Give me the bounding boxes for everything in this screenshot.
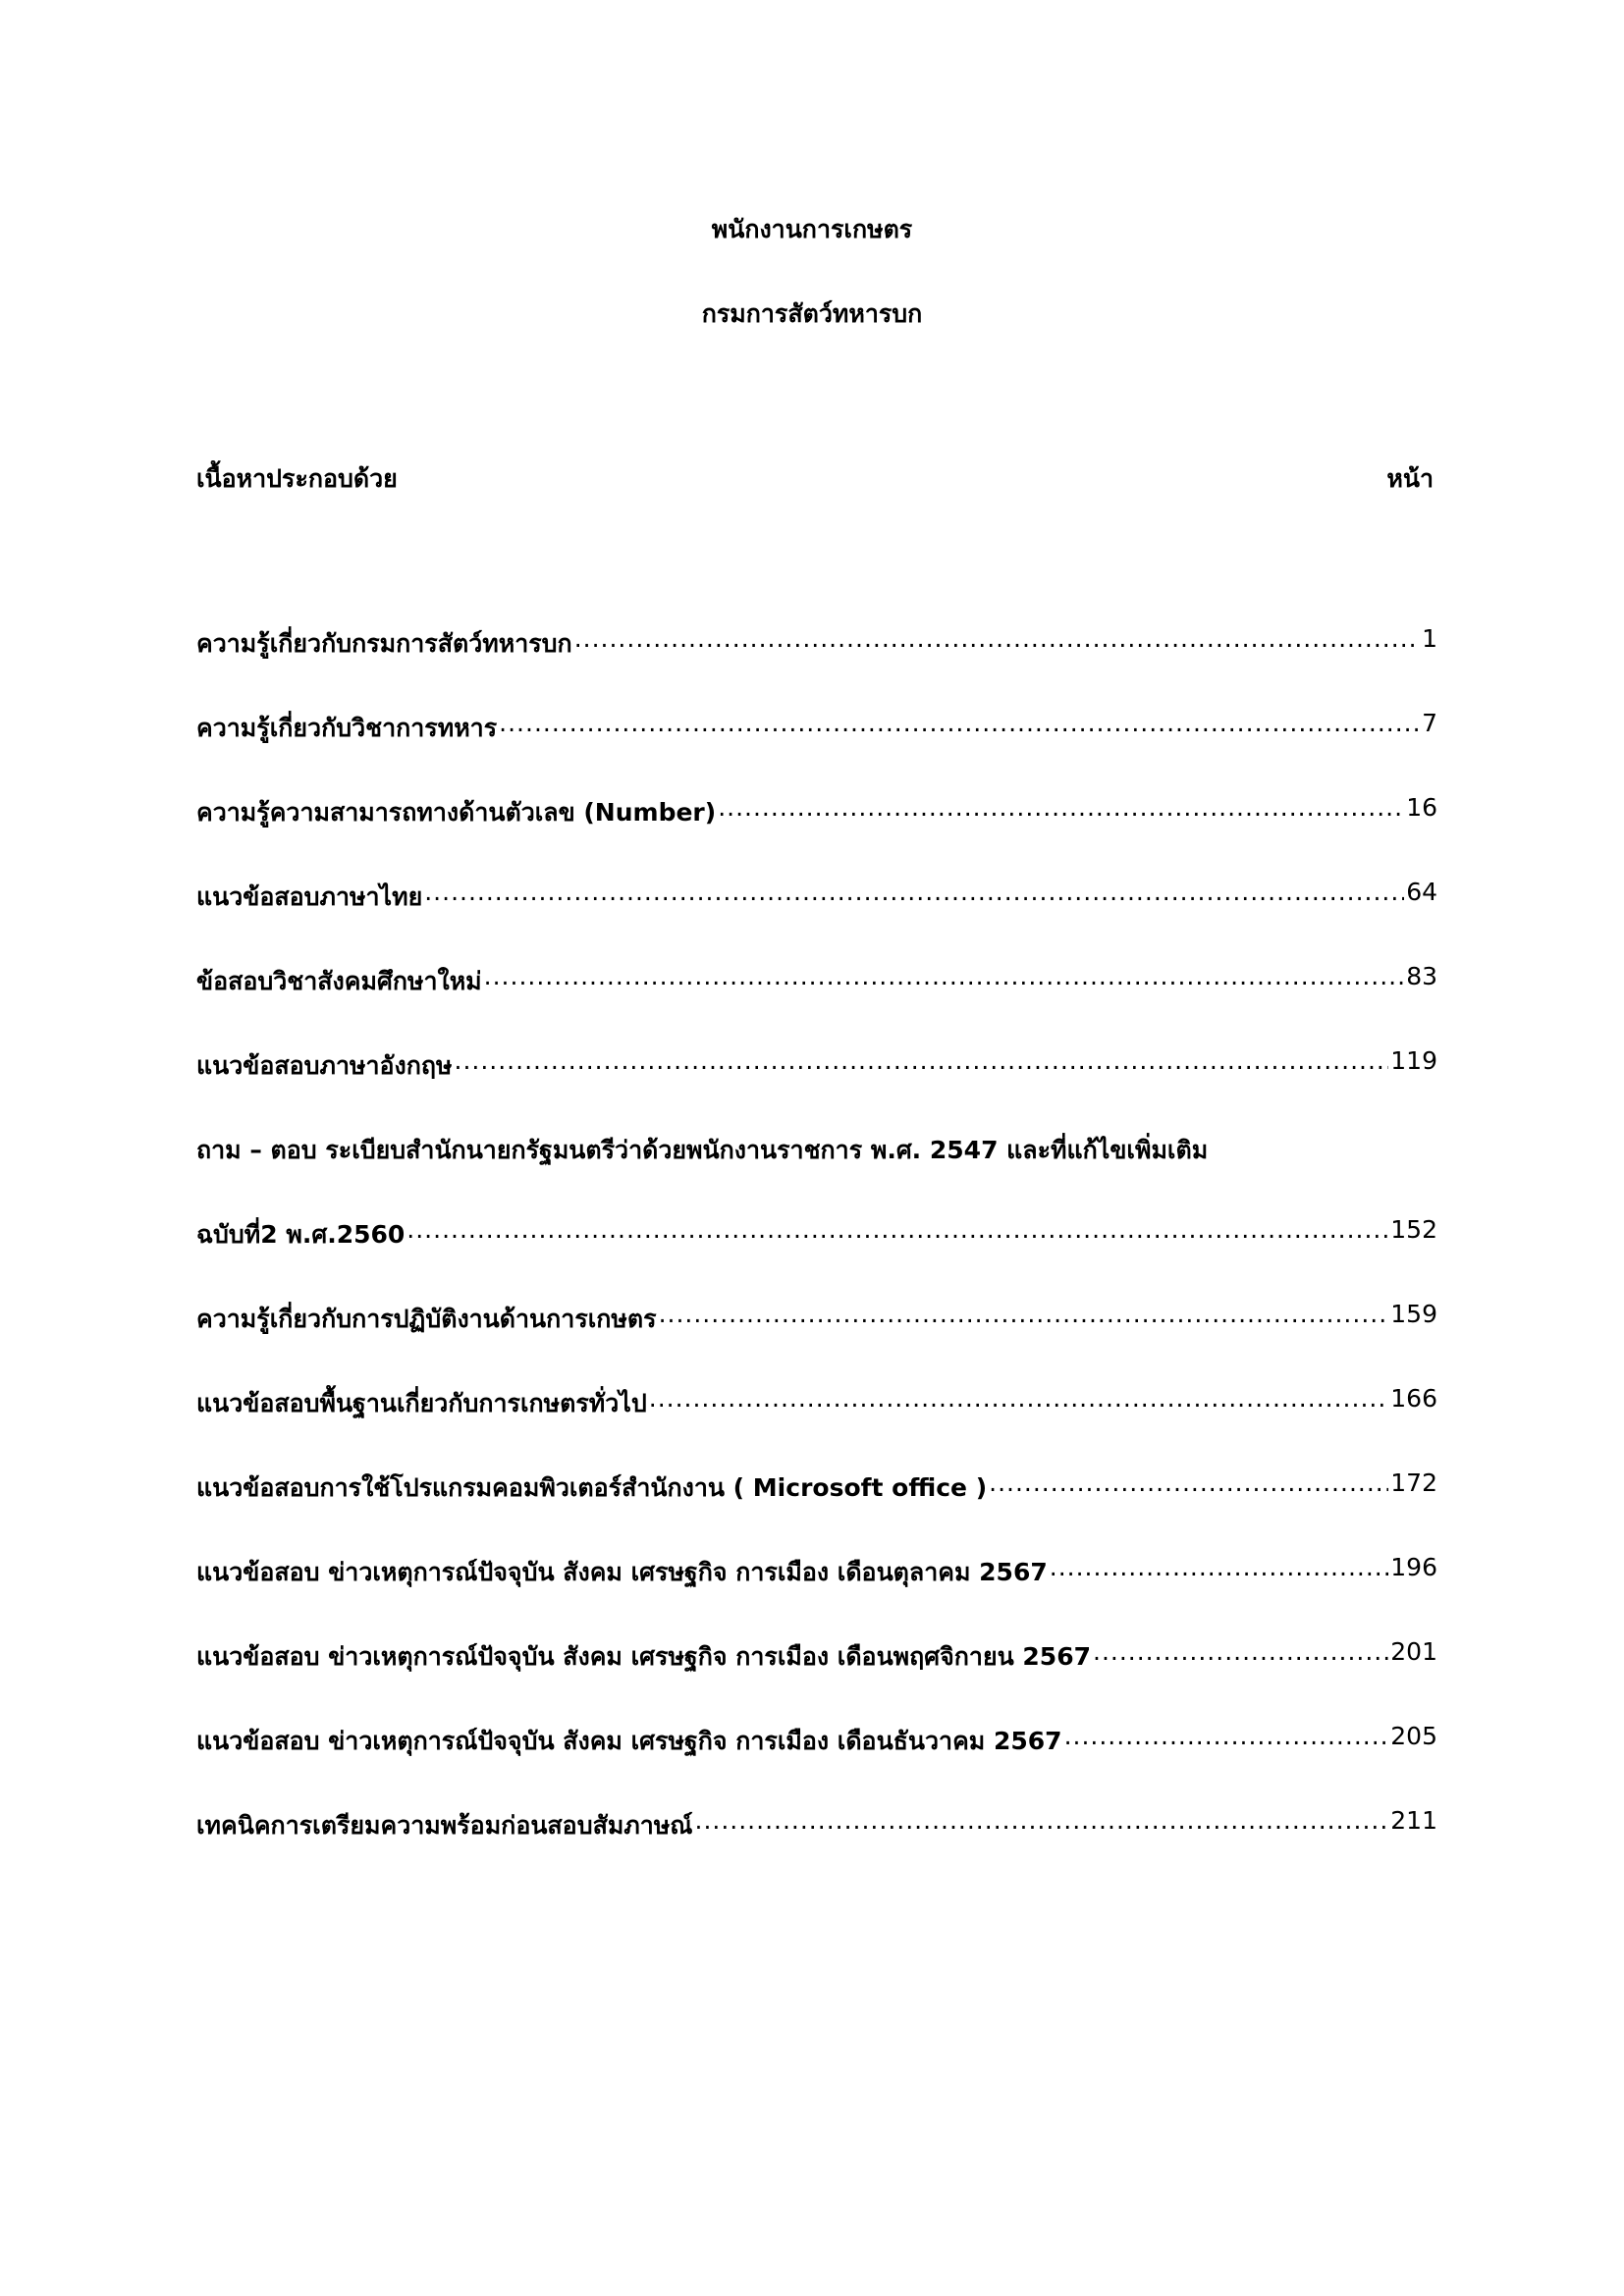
- toc-dot-leader: [718, 793, 1404, 822]
- toc-entry-title: ความรู้เกี่ยวกับวิชาการทหาร: [196, 714, 498, 742]
- toc-dot-leader: [1093, 1637, 1388, 1666]
- toc-entry-title: แนวข้อสอบ ข่าวเหตุการณ์ปัจจุบัน สังคม เศรษฐกิจ การเมือง เดือนธันวาคม 2567: [196, 1727, 1062, 1755]
- toc-heading-page: หน้า: [1386, 464, 1434, 493]
- toc-dot-leader: [659, 1300, 1389, 1328]
- toc-entry-title: แนวข้อสอบ ข่าวเหตุการณ์ปัจจุบัน สังคม เศรษฐกิจ การเมือง เดือนพฤศจิกายน 2567: [196, 1642, 1091, 1671]
- toc-entry-title: ความรู้ความสามารถทางด้านตัวเลข (Number): [196, 798, 717, 827]
- toc-entry: [196, 1468, 1437, 1553]
- toc-dot-leader: [649, 1384, 1389, 1413]
- toc-entry-page: 205: [1390, 1722, 1437, 1750]
- toc-dot-leader: [406, 1215, 1388, 1244]
- toc-entry: [196, 1384, 1437, 1468]
- toc-heading-contents: เนื้อหาประกอบด้วย: [196, 464, 398, 493]
- toc-entry-title: ความรู้เกี่ยวกับการปฏิบัติงานด้านการเกษตร: [196, 1305, 657, 1333]
- toc-entry: [196, 962, 1437, 1046]
- toc-dot-leader: [499, 709, 1420, 737]
- toc-header: [196, 459, 1434, 499]
- toc-entry-title: ข้อสอบวิชาสังคมศึกษาใหม่: [196, 967, 482, 995]
- toc-entry-title: แนวข้อสอบการใช้โปรแกรมคอมพิวเตอร์สำนักงาน ( Microsoft office ): [196, 1473, 988, 1502]
- toc-entry: [196, 1806, 1437, 1891]
- toc-entry: [196, 624, 1437, 709]
- toc-dot-leader: [574, 624, 1420, 653]
- toc-entry-page: 172: [1390, 1468, 1437, 1497]
- toc-entry-page: 166: [1390, 1384, 1437, 1413]
- toc-entry-page: 16: [1406, 793, 1437, 822]
- toc-entry-page: 159: [1390, 1300, 1437, 1328]
- table-of-contents: [196, 624, 1437, 1891]
- toc-entry-title: แนวข้อสอบ ข่าวเหตุการณ์ปัจจุบัน สังคม เศรษฐกิจ การเมือง เดือนตุลาคม 2567: [196, 1558, 1048, 1586]
- toc-entry: [196, 1131, 1437, 1215]
- toc-entry-page: 64: [1406, 878, 1437, 906]
- toc-dot-leader: [424, 878, 1404, 906]
- toc-entry: [196, 1046, 1437, 1131]
- toc-dot-leader: [1050, 1553, 1389, 1581]
- toc-dot-leader: [484, 962, 1405, 990]
- toc-entry-title: แนวข้อสอบภาษาไทย: [196, 882, 423, 911]
- toc-entry-title: ถาม – ตอบ ระเบียบสำนักนายกรัฐมนตรีว่าด้วยพนักงานราชการ พ.ศ. 2547 และที่แก้ไขเพิ่มเติม: [196, 1136, 1209, 1164]
- toc-entry-title: ฉบับที่2 พ.ศ.2560: [196, 1220, 406, 1249]
- toc-entry: [196, 1553, 1437, 1637]
- toc-entry-page: 196: [1390, 1553, 1437, 1581]
- toc-entry-title: เทคนิคการเตรียมความพร้อมก่อนสอบสัมภาษณ์: [196, 1811, 693, 1840]
- toc-entry: [196, 1637, 1437, 1722]
- toc-dot-leader: [455, 1046, 1389, 1075]
- toc-dot-leader: [989, 1468, 1388, 1497]
- toc-entry-page: 7: [1422, 709, 1437, 737]
- toc-entry-title: แนวข้อสอบภาษาอังกฤษ: [196, 1051, 453, 1080]
- toc-entry-page: 211: [1390, 1806, 1437, 1835]
- toc-dot-leader: [695, 1806, 1389, 1835]
- toc-entry-title: แนวข้อสอบพื้นฐานเกี่ยวกับการเกษตรทั่วไป: [196, 1389, 647, 1417]
- toc-entry-page: 201: [1390, 1637, 1437, 1666]
- toc-dot-leader: [1064, 1722, 1389, 1750]
- document-title: พนักงานการเกษตร: [711, 215, 913, 243]
- toc-entry-page: 1: [1422, 624, 1437, 653]
- toc-entry: [196, 793, 1437, 878]
- toc-entry: [196, 1215, 1437, 1300]
- toc-entry: [196, 709, 1437, 793]
- toc-entry: [196, 1300, 1437, 1384]
- toc-entry-page: 152: [1390, 1215, 1437, 1244]
- toc-entry: [196, 878, 1437, 962]
- document-subtitle: กรมการสัตว์ทหารบก: [701, 299, 923, 328]
- toc-entry: [196, 1722, 1437, 1806]
- toc-entry-page: 83: [1406, 962, 1437, 990]
- toc-entry-page: 119: [1390, 1046, 1437, 1075]
- toc-entry-title: ความรู้เกี่ยวกับกรมการสัตว์ทหารบก: [196, 629, 572, 658]
